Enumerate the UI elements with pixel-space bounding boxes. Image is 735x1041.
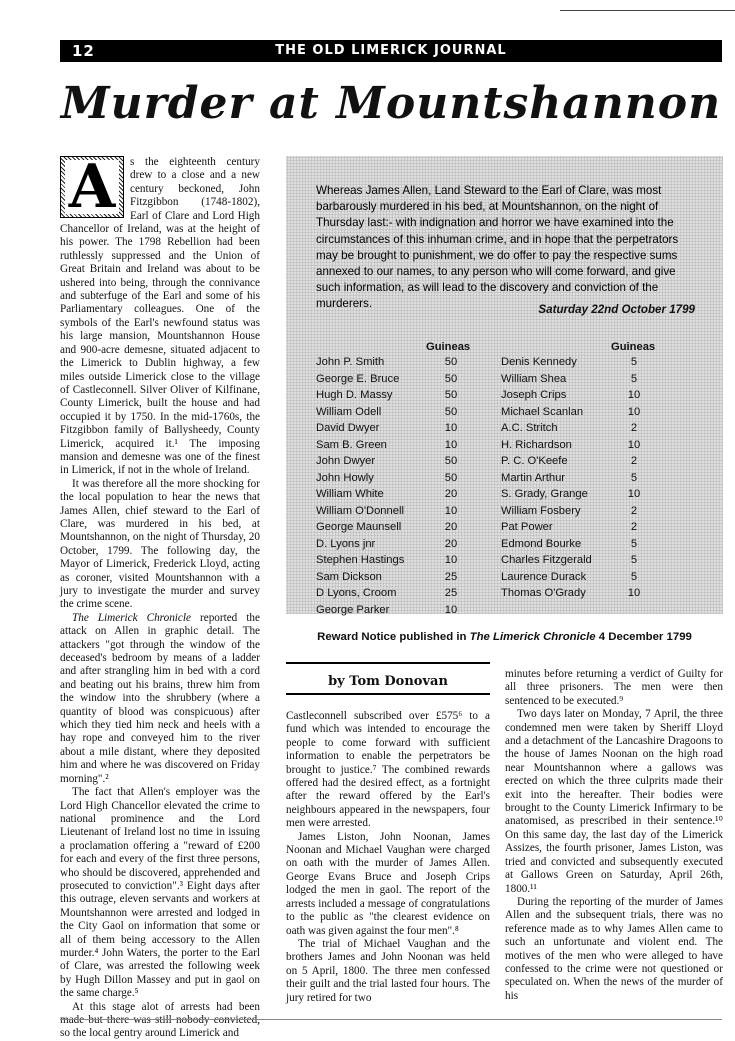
bottom-rule	[60, 1019, 722, 1020]
paragraph: At this stage alot of arrests had been made but there was still nobody convicted, so the local gentry around Limerick and	[60, 1000, 260, 1040]
paragraph: A s the eighteenth century drew to a close and a new century beckoned, John Fitzgibbon (1748-1802), Earl of Clare and Lord High Chancellor of Ireland, was at the height of his power. The 1798 Rebellion had been ruthlessly suppressed and the Union of Great Britain and Ireland was about to be ushered into being, through the connivance and subterfuge of the Earl and some of his Parliamentary colleagues. One of the symbols of the Earl's newfound status was his large mansion, Mountshannon House and 900-acre demesne, situated adjacent to the Limerick to Dublin highway, a few miles outside Limerick close to the village of Castleconnell. Silver Oliver of Kilfinane, County Limerick, built the house and had occupied it by 1750. In the mid-1760s, the Fitzgibbon family of Ballysheedy, County Limerick, acquired it.¹ The imposing mansion and demesne was one of the finest in Limerick, if not in the whole of Ireland.	[60, 152, 260, 477]
subscriber-name: William O'Donnell	[316, 504, 404, 517]
subscriber-amount: 10	[444, 554, 458, 566]
paragraph: Two days later on Monday, 7 April, the three condemned men were taken by Sheriff Lloyd and a detachment of the Lancashire Dragoons to the house of James Noonan on the high road near Mountshannon where a gallows was erected on which the three culprits made their exit into the hereafter. Their bodies were brought to the County Limerick Infirmary to be anatomised, as prescribed in their sentence.¹⁰ On this same day, the last day of the Limerick Assizes, the fourth prisoner, James Liston, was tried and convicted and subsequently executed at Gallows Green on Saturday, April 26th, 1800.¹¹	[505, 708, 723, 895]
subscriber-amount: 20	[444, 488, 458, 500]
subscriber-name: Stephen Hastings	[316, 554, 405, 566]
subscriber-amount: 20	[444, 521, 458, 533]
subscriber-amount: 20	[444, 537, 458, 550]
column-2	[286, 710, 490, 1005]
subscriber-amount: 10	[444, 422, 458, 434]
subscriber-name: Sam B. Green	[316, 438, 387, 451]
subscriber-amount: 50	[444, 372, 458, 385]
column-3	[505, 668, 723, 1003]
page-number: 12	[72, 42, 95, 60]
subscriber-name: Denis Kennedy	[501, 356, 577, 368]
subscriber-amount: 5	[630, 537, 638, 550]
subscriber-name: Edmond Bourke	[501, 537, 582, 550]
subscriber-amount: 5	[630, 372, 638, 385]
subscriber-name: Hugh D. Massy	[316, 389, 393, 401]
top-rule	[560, 10, 735, 11]
subscriber-amount: 2	[630, 521, 638, 533]
guineas-header-left: Guineas	[426, 341, 471, 353]
paragraph: During the reporting of the murder of James Allen and the subsequent trials, there was no reference made as to why James Allen came to such an unfortunate and violent end. The motives of the men who were alleged to have confessed to the crime were not questioned or speculated on. When the news of the murder of his	[505, 895, 723, 1002]
subscriber-name: George Parker	[316, 603, 390, 616]
subscriber-name: Sam Dickson	[316, 570, 382, 583]
subscriber-name: John P. Smith	[316, 356, 385, 368]
subscriber-amount: 10	[444, 438, 458, 451]
paragraph: It was therefore all the more shocking for the local population to hear the news that James Allen, chief steward to the Earl of Clare, was murdered in his bed, at Mountshannon, on the night of Thursday, 20 October, 1799. The following day, the Mayor of Limerick, Frederick Lloyd, acting as coroner, visited Mountshannon with a jury to investigate the murder and survey the crime scene.	[60, 477, 260, 611]
guineas-header-right: Guineas	[611, 341, 656, 353]
subscriber-name: D. Lyons jnr	[316, 537, 376, 550]
paragraph: Castleconnell subscribed over £575⁶ to a fund which was intended to encourage the people to come forward with sufficient information to enable the perpetrators be brought to justice.⁷ The combined rewards offered had the desired effect, as a fortnight after the reward offered by the Earl's neighbours appeared in the newspapers, four men were arrested.	[286, 710, 490, 830]
subscriber-amount: 5	[630, 554, 638, 566]
subscriber-name: William White	[316, 488, 384, 500]
subscriber-name: S. Grady, Grange	[501, 488, 588, 500]
subscriber-name: George Maunsell	[316, 521, 402, 533]
paragraph: minutes before returning a verdict of Guilty for all three prisoners. The men were then sentenced to be executed.⁹	[505, 668, 723, 707]
byline: by Tom Donovan	[286, 662, 490, 695]
subscriber-name: Laurence Durack	[501, 570, 587, 583]
running-header	[60, 40, 722, 62]
subscriber-name: Michael Scanlan	[501, 405, 584, 418]
subscriber-name: Pat Power	[501, 521, 553, 533]
subscriber-amount: 50	[444, 471, 458, 484]
subscriber-name: William Shea	[501, 372, 567, 385]
notice-date: Saturday 22nd October 1799	[538, 303, 695, 316]
subscriber-amount: 10	[627, 405, 641, 418]
subscriber-amount: 10	[444, 603, 458, 616]
paragraph: James Liston, John Noonan, James Noonan and Michael Vaughan were charged on oath with the murder of James Allen. George Evans Bruce and Joseph Crips lodged the men in gaol. The report of the arrests included a message of congratulations to the public as "the clearest evidence on oath was given against the four men".⁸	[286, 830, 490, 937]
paragraph: The trial of Michael Vaughan and the brothers James and John Noonan was held on 5 April, 1800. The three men confessed their guilt and the trial lasted four hours. The jury retired for two	[286, 937, 490, 1004]
subscriber-name: Martin Arthur	[501, 471, 566, 484]
subscriber-name: Charles Fitzgerald	[501, 554, 592, 566]
subscriber-name: William Fosbery	[501, 504, 581, 517]
reward-notice	[286, 156, 723, 614]
subscriber-amount: 10	[444, 504, 458, 517]
subscriber-name: A.C. Stritch	[501, 422, 558, 434]
subscriber-amount: 2	[630, 455, 638, 467]
subscriber-amount: 50	[444, 455, 458, 467]
paragraph: The Limerick Chronicle reported the attack on Allen in graphic detail. The attackers "got through the window of the deceased's bedroom by means of a ladder and after strangling him in bed with a cord and beating out his brains, threw him from the window into the shrubbery (where a quantity of blood was conspicuous) after which they tied him neck and heels with a hay rope and conveyed him to the river about a mile distant, where they deposited him and where he was discovered on Friday morning".²	[60, 611, 260, 785]
subscriber-name: P. C. O'Keefe	[501, 455, 568, 467]
subscriber-amount: 2	[630, 422, 638, 434]
subscriber-name: Thomas O'Grady	[501, 587, 586, 599]
drop-cap: A	[60, 156, 124, 218]
paragraph: The fact that Allen's employer was the Lord High Chancellor elevated the crime to national prominence and the Lord Lieutenant of Ireland lost no time in issuing a proclamation offering a "reward of £200 for each and every of the first three persons, who should be discovered, apprehended and prosecuted to conviction".³ Eight days after this outrage, eleven servants and workers at Mountshannon were arrested and lodged in the City Gaol on information that some or all of them being accessory to the Allen murder.⁴ John Waters, the porter to the Earl of Clare, was arrested the following week by Hugh Dillon Massey and put in gaol on the same charge.⁵	[60, 786, 260, 1000]
subscriber-name: William Odell	[316, 405, 382, 418]
subscriber-name: John Dwyer	[316, 455, 376, 467]
subscriber-name: David Dwyer	[316, 422, 380, 434]
journal-title: THE OLD LIMERICK JOURNAL	[275, 43, 507, 58]
subscriber-amount: 50	[444, 389, 458, 401]
subscriber-amount: 25	[444, 570, 458, 583]
subscriber-amount: 10	[627, 389, 641, 401]
subscriber-name: John Howly	[316, 471, 374, 484]
subscriber-name: Joseph Crips	[501, 389, 567, 401]
subscriber-amount: 5	[630, 356, 638, 368]
subscriber-amount: 5	[630, 471, 638, 484]
notice-caption: Reward Notice published in The Limerick Chronicle 4 December 1799	[317, 631, 692, 643]
subscriber-amount: 10	[627, 488, 641, 500]
subscriber-name: D Lyons, Croom	[316, 587, 397, 599]
subscriber-amount: 10	[627, 438, 641, 451]
subscriber-name: H. Richardson	[501, 438, 572, 451]
article-title: Murder at Mountshannon	[60, 78, 722, 129]
notice-text: Whereas James Allen, Land Steward to the Earl of Clare, was most barbarously murdered in his bed, at Mountshannon, on the night of Thursday last:- with indignation and horror we have examined into the circumstances of this inhuman crime, and in hope that the perpetrators may be brought to punishment, we do offer to pay the respective sums annexed to our names, to any person who will come forward, and give such information, as will lead to the discovery and conviction of the murderers.	[316, 184, 679, 311]
subscriber-amount: 50	[444, 356, 458, 368]
column-1	[60, 152, 260, 1041]
subscriber-amount: 50	[444, 405, 458, 418]
subscriber-amount: 25	[444, 587, 458, 599]
subscriber-amount: 10	[627, 587, 641, 599]
subscriber-name: George E. Bruce	[316, 372, 400, 385]
subscriber-amount: 5	[630, 570, 638, 583]
subscriber-amount: 2	[630, 504, 638, 517]
